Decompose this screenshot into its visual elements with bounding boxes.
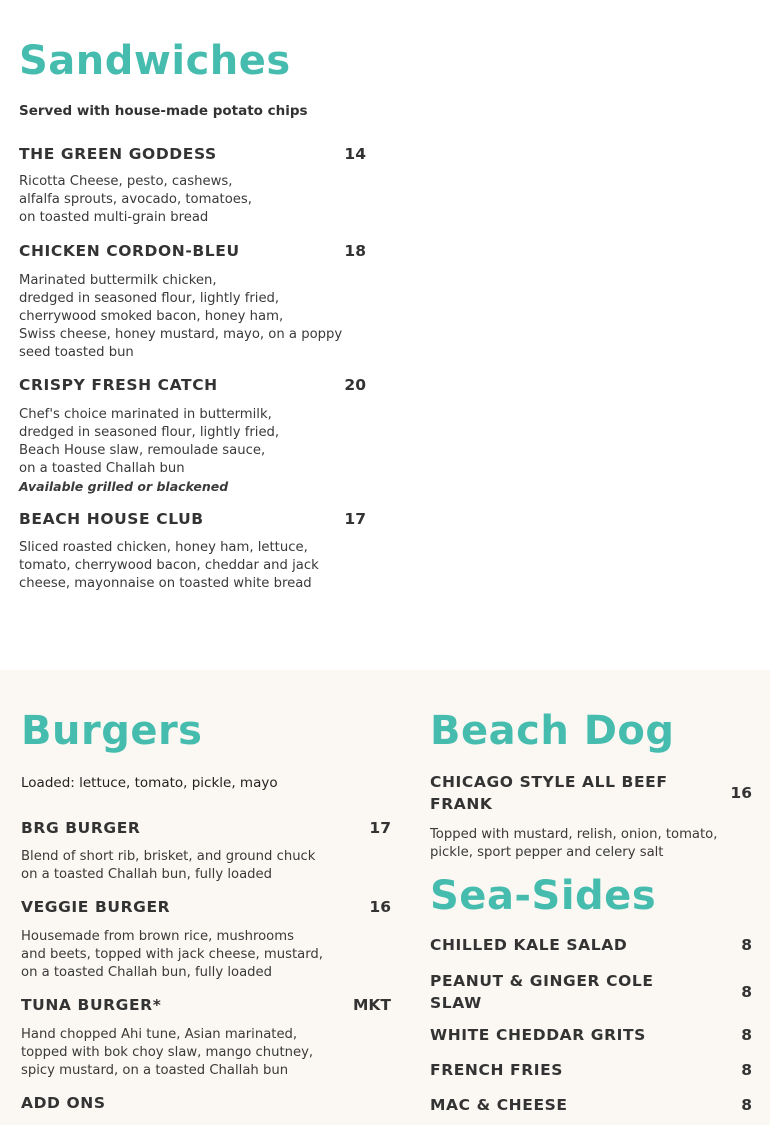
sandwiches-subtitle: Served with house-made potato chips bbox=[19, 103, 308, 119]
name-line: PEANUT & GINGER COLE bbox=[430, 972, 654, 990]
description-line: tomato, cherrywood bacon, cheddar and jack bbox=[19, 558, 319, 573]
item-price: 8 bbox=[741, 1096, 752, 1114]
item-price: 16 bbox=[369, 898, 391, 916]
item-description bbox=[19, 406, 366, 478]
item-price: 8 bbox=[741, 1061, 752, 1079]
description-line: and beets, topped with jack cheese, mustard, bbox=[21, 947, 323, 962]
description-line: Swiss cheese, honey mustard, mayo, on a poppy bbox=[19, 327, 343, 342]
item-description bbox=[19, 272, 366, 362]
item-name: TUNA BURGER* bbox=[21, 996, 162, 1014]
menu-item-brg-burger bbox=[21, 819, 391, 884]
item-name bbox=[430, 771, 668, 815]
menu-item-french-fries bbox=[430, 1061, 752, 1079]
description-line: pickle, sport pepper and celery salt bbox=[430, 845, 664, 860]
menu-item-cheddar-grits bbox=[430, 1026, 752, 1044]
item-price: MKT bbox=[352, 996, 391, 1014]
item-price: 18 bbox=[344, 242, 366, 260]
menu-item-green-goddess bbox=[19, 145, 366, 227]
menu-item-mac-cheese bbox=[430, 1096, 752, 1114]
menu-item-kale-salad bbox=[430, 936, 752, 954]
item-name: VEGGIE BURGER bbox=[21, 898, 171, 916]
description-line: cherrywood smoked bacon, honey ham, bbox=[19, 309, 284, 324]
item-price: 8 bbox=[741, 1026, 752, 1044]
sea-sides-title: Sea-Sides bbox=[430, 873, 657, 919]
item-description bbox=[21, 848, 391, 884]
description-line: alfalfa sprouts, avocado, tomatoes, bbox=[19, 192, 252, 207]
description-line: on a toasted Challah bun, fully loaded bbox=[21, 965, 273, 980]
description-line: Sliced roasted chicken, honey ham, lettuce, bbox=[19, 540, 308, 555]
item-name: BRG BURGER bbox=[21, 819, 141, 837]
item-price: 16 bbox=[730, 784, 752, 802]
description-line: Ricotta Cheese, pesto, cashews, bbox=[19, 174, 233, 189]
item-name: BEACH HOUSE CLUB bbox=[19, 510, 204, 528]
menu-item-chicken-cordon-bleu bbox=[19, 242, 366, 362]
item-price: 20 bbox=[344, 376, 366, 394]
item-name: THE GREEN GODDESS bbox=[19, 145, 217, 163]
menu-item-add-ons bbox=[21, 1094, 391, 1112]
description-line: Topped with mustard, relish, onion, tomato, bbox=[430, 827, 718, 842]
menu-item-crispy-fresh-catch bbox=[19, 376, 366, 496]
menu-item-cole-slaw bbox=[430, 970, 752, 1014]
item-description bbox=[430, 826, 752, 862]
description-line: dredged in seasoned flour, lightly fried, bbox=[19, 291, 280, 306]
burgers-title: Burgers bbox=[21, 708, 203, 754]
item-description bbox=[21, 1026, 391, 1080]
bottom-section bbox=[0, 670, 770, 1125]
description-line: seed toasted bun bbox=[19, 345, 134, 360]
description-line: Beach House slaw, remoulade sauce, bbox=[19, 443, 266, 458]
description-line: topped with bok choy slaw, mango chutney, bbox=[21, 1045, 314, 1060]
name-line: SLAW bbox=[430, 994, 482, 1012]
item-price: 8 bbox=[741, 936, 752, 954]
description-line: spicy mustard, on a toasted Challah bun bbox=[21, 1063, 289, 1078]
menu-item-beach-house-club bbox=[19, 510, 366, 593]
item-name: CHICKEN CORDON-BLEU bbox=[19, 242, 240, 260]
sandwiches-title: Sandwiches bbox=[19, 38, 291, 84]
description-line: on a toasted Challah bun, fully loaded bbox=[21, 867, 273, 882]
beach-dog-title: Beach Dog bbox=[430, 708, 675, 754]
item-price: 14 bbox=[344, 145, 366, 163]
item-name: WHITE CHEDDAR GRITS bbox=[430, 1026, 646, 1044]
item-price: 17 bbox=[344, 510, 366, 528]
item-description bbox=[21, 928, 391, 982]
item-name: FRENCH FRIES bbox=[430, 1061, 564, 1079]
item-price: 8 bbox=[741, 983, 752, 1001]
item-price: 17 bbox=[369, 819, 391, 837]
item-name: CHILLED KALE SALAD bbox=[430, 936, 628, 954]
description-line: cheese, mayonnaise on toasted white bread bbox=[19, 576, 312, 591]
description-line: Housemade from brown rice, mushrooms bbox=[21, 929, 294, 944]
description-line: dredged in seasoned flour, lightly fried, bbox=[19, 425, 280, 440]
description-line: Blend of short rib, brisket, and ground chuck bbox=[21, 849, 316, 864]
item-name bbox=[430, 970, 654, 1014]
menu-item-veggie-burger bbox=[21, 898, 391, 982]
description-line: Hand chopped Ahi tune, Asian marinated, bbox=[21, 1027, 298, 1042]
description-line: on toasted multi-grain bread bbox=[19, 210, 209, 225]
menu-item-tuna-burger bbox=[21, 996, 391, 1080]
name-line: FRANK bbox=[430, 795, 493, 813]
item-description bbox=[19, 539, 366, 593]
item-note: Available grilled or blackened bbox=[19, 479, 229, 494]
item-name: CRISPY FRESH CATCH bbox=[19, 376, 218, 394]
description-line: on a toasted Challah bun bbox=[19, 461, 185, 476]
menu-item-chicago-frank bbox=[430, 771, 752, 862]
description-line: Marinated buttermilk chicken, bbox=[19, 273, 217, 288]
item-description bbox=[19, 173, 366, 227]
item-name: ADD ONS bbox=[21, 1094, 106, 1112]
description-line: Chef's choice marinated in buttermilk, bbox=[19, 407, 272, 422]
burgers-subtitle: Loaded: lettuce, tomato, pickle, mayo bbox=[21, 775, 278, 791]
name-line: CHICAGO STYLE ALL BEEF bbox=[430, 773, 668, 791]
item-name: MAC & CHEESE bbox=[430, 1096, 568, 1114]
